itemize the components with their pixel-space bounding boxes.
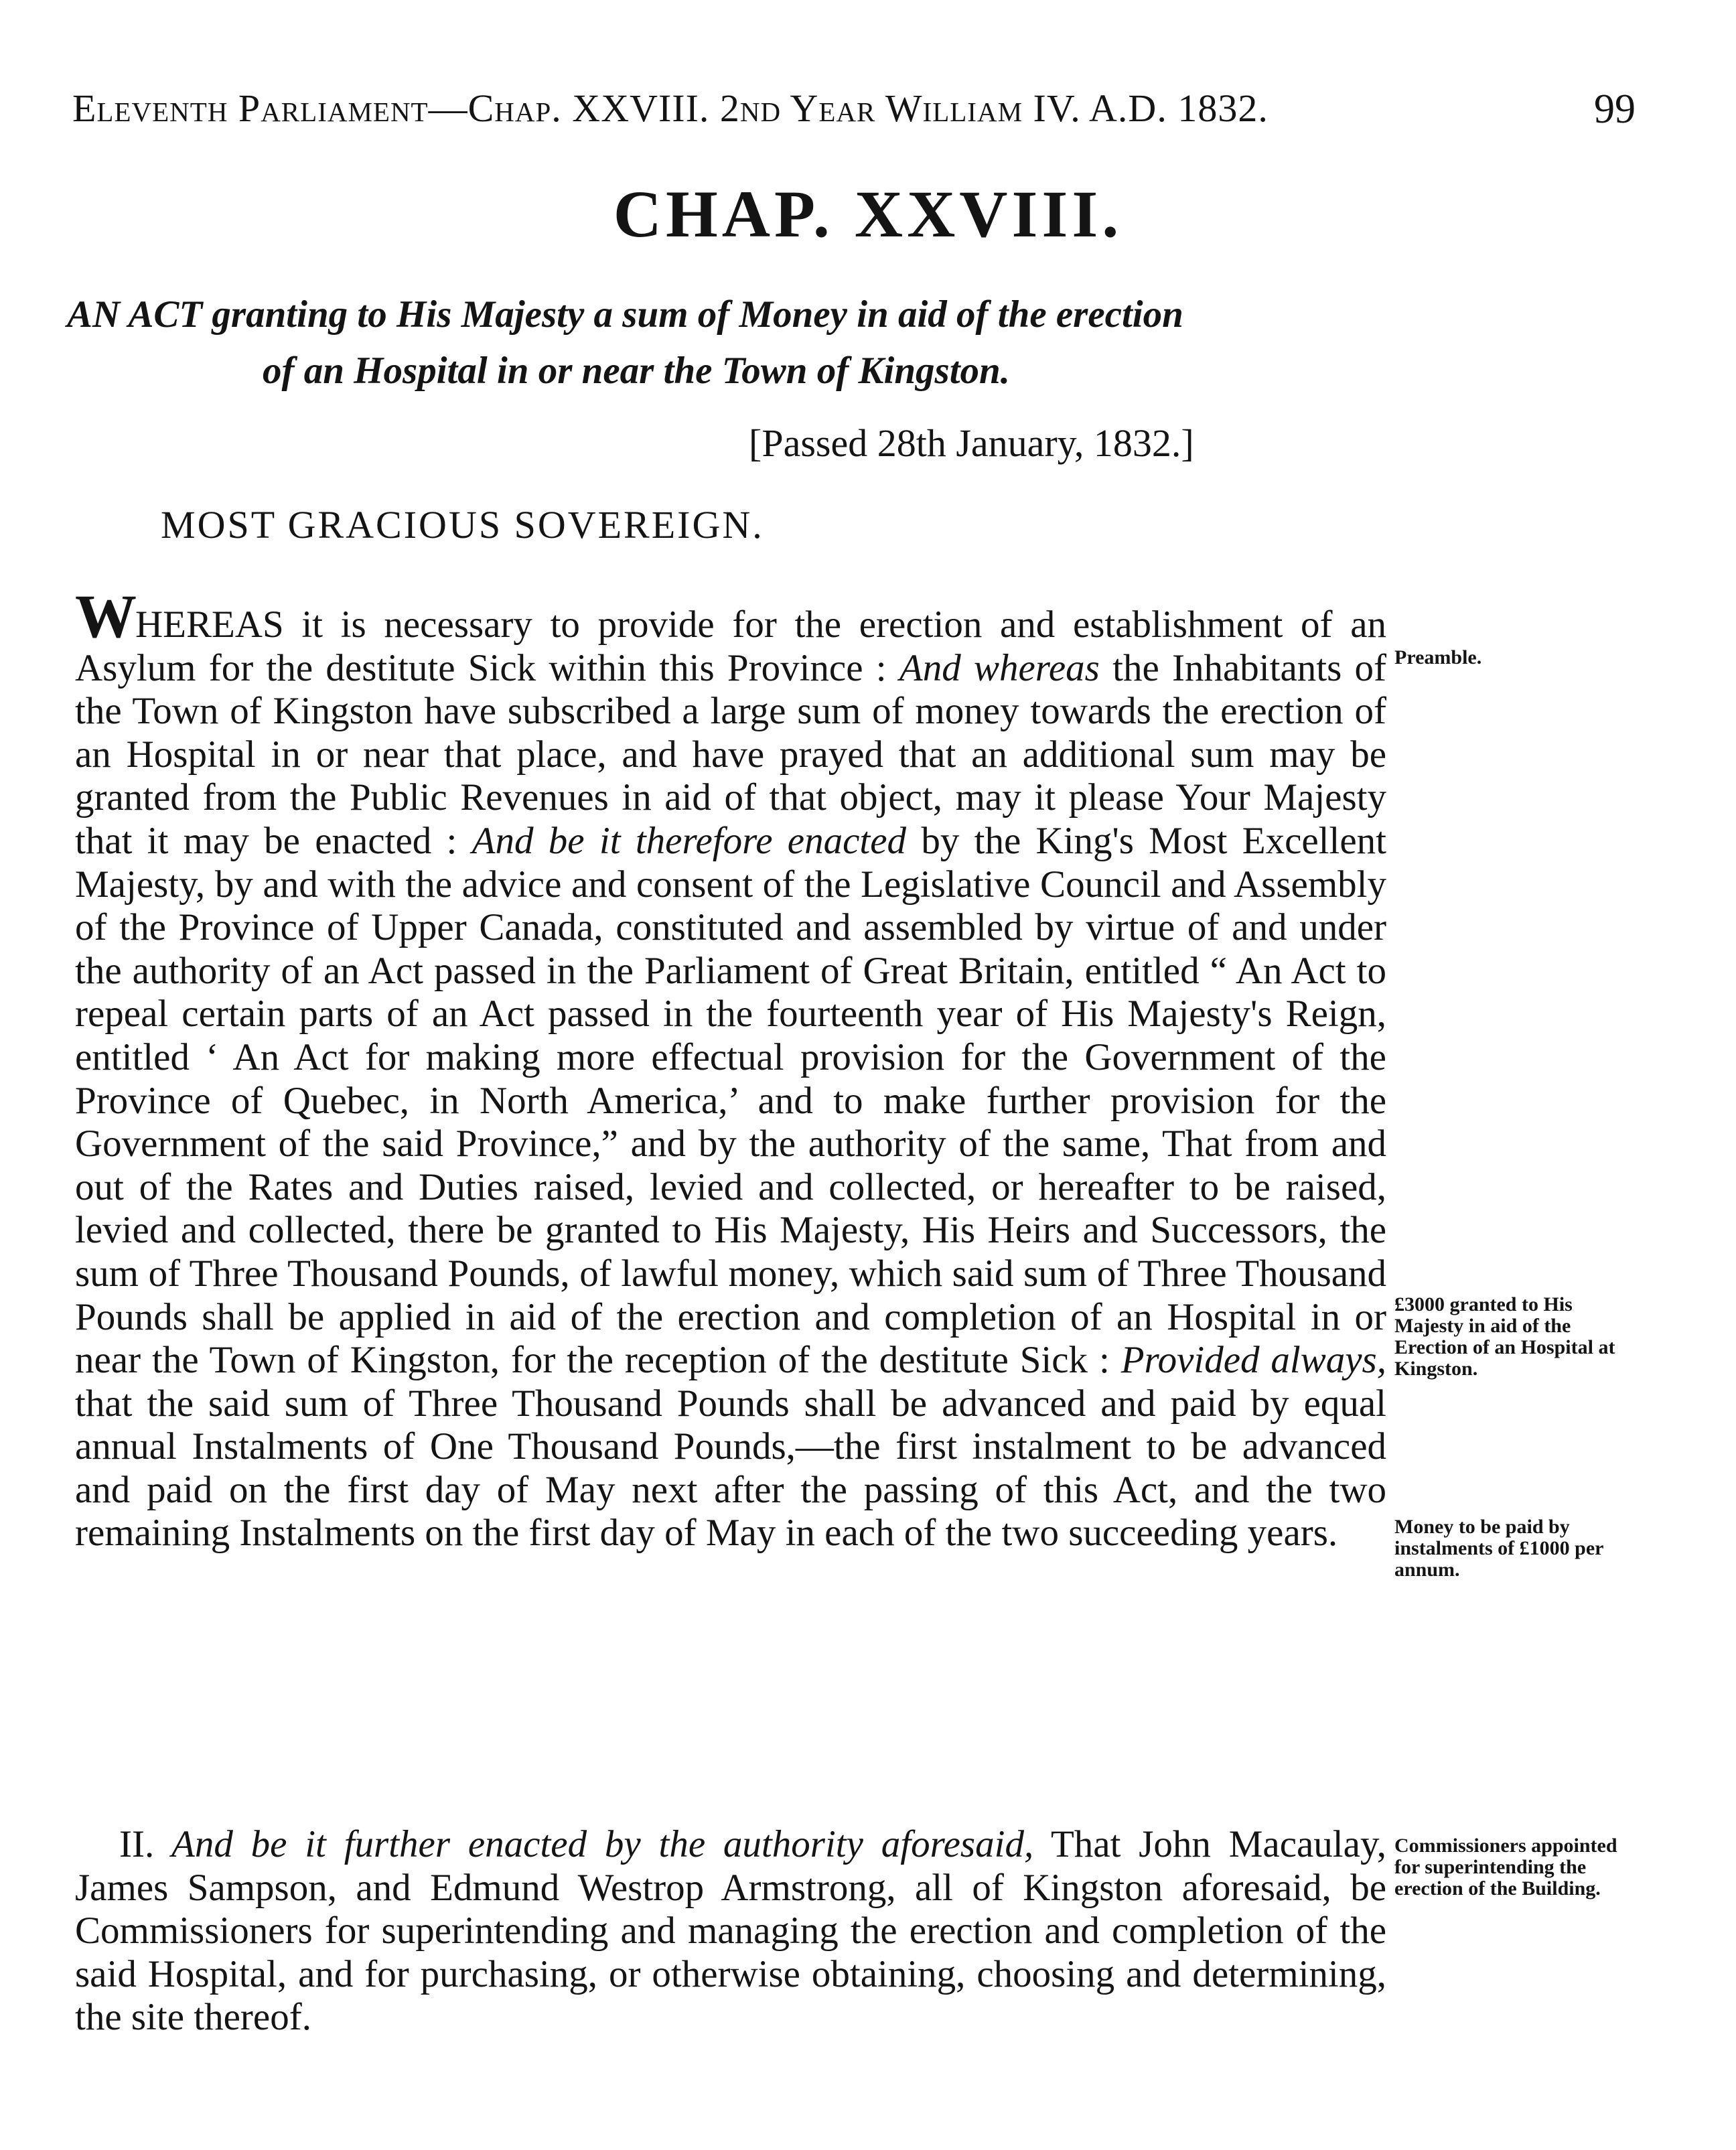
drop-cap: W [75,582,135,650]
chapter-title: CHAP. XXVIII. [613,177,1123,251]
act-title-lead: AN ACT [67,293,203,336]
act-title [67,287,1406,399]
running-head: Eleventh Parliament—Chap. XXVIII. 2nd Year William IV. A.D. 1832. [72,86,1269,130]
margin-note-instalments: Money to be paid by instalments of £1000 per annum. [1394,1516,1603,1581]
act-title-line-2: of an Hospital in or near the Town of Kingston. [263,350,1011,392]
passed-date: [Passed 28th January, 1832.] [749,421,1194,465]
section-1-paragraph [75,582,1387,1555]
section-2-italic: And be it further enacted by the authority aforesaid, [154,1823,1034,1865]
section-1-italic-1: And whereas [899,646,1100,689]
section-1-italic-2: And be it therefore enacted [472,819,907,862]
section-1-text-3: by the King's Most Excellent Majesty, by and with the advice and consent of the Legislative Council and Assembly of the Province of Upper Canada, constituted and assembled by virtue of and under the authority of an Act passed in the Parliament of Great Britain, entitled “ An Act to repeal certain parts of an Act passed in the fourteenth year of His Majesty's Reign, entitled ‘ An Act for making more effectual provision for the Government of the Province of Quebec, in North America,’ and to make further provision for the Government of the said Province,” and by the authority of the same, That from and out of the Rates and Duties raised, levied and collected, or hereafter to be raised, levied and collected, there be granted to His Majesty, His Heirs and Successors, the sum of Three Thousand Pounds, of lawful money, which said sum of Three Thousand Pounds shall be applied in aid of the erection and completion of an Hospital in or near the Town of Kingston, for the reception of the destitute Sick : [75,819,1386,1382]
section-2-text: That John Macaulay, James Sampson, and Edmund Westrop Armstrong, all of Kingston aforesaid, be Commissioners for superintending and managing the erection and completion of the said Hospital, and for purchasing, or otherwise obtaining, choosing and determining, the site thereof. [75,1823,1386,2039]
section-2-paragraph [75,1823,1386,2039]
section-1-text-1: it is necessary to provide for the erection and establishment of an Asylum for the destitute Sick within this Province : [75,603,1386,689]
section-1-italic-3: Provided always, [1120,1339,1386,1382]
act-title-rest: granting to His Majesty a sum of Money in aid of the erection [202,293,1183,336]
margin-note-grant: £3000 granted to His Majesty in aid of the Erection of an Hospital at Kingston. [1394,1293,1615,1380]
act-title-line-1 [67,287,1406,343]
section-2-numeral: II. [119,1823,155,1865]
margin-note-commissioners: Commissioners appointed for superintending the erection of the Building. [1394,1835,1617,1900]
section-1-text-4: that the said sum of Three Thousand Pounds shall be advanced and paid by equal annual Instalments of One Thousand Pounds,—the first instalment to be advanced and paid on the first day of May next after the passing of this Act, and the two remaining Instalments on the first day of May in each of the two succeeding years. [75,1382,1386,1555]
section-1-lead: HEREAS [135,603,284,646]
section-1-text-2: the Inhabitants of the Town of Kingston have subscribed a large sum of money towards the erection of an Hospital in or near that place, and have prayed that an additional sum may be granted from the Public Revenues in aid of that object, may it please Your Majesty that it may be enacted : [75,646,1387,862]
salutation: MOST GRACIOUS SOVEREIGN. [161,503,764,547]
page-number: 99 [1594,86,1636,132]
margin-note-preamble: Preamble. [1394,646,1482,668]
